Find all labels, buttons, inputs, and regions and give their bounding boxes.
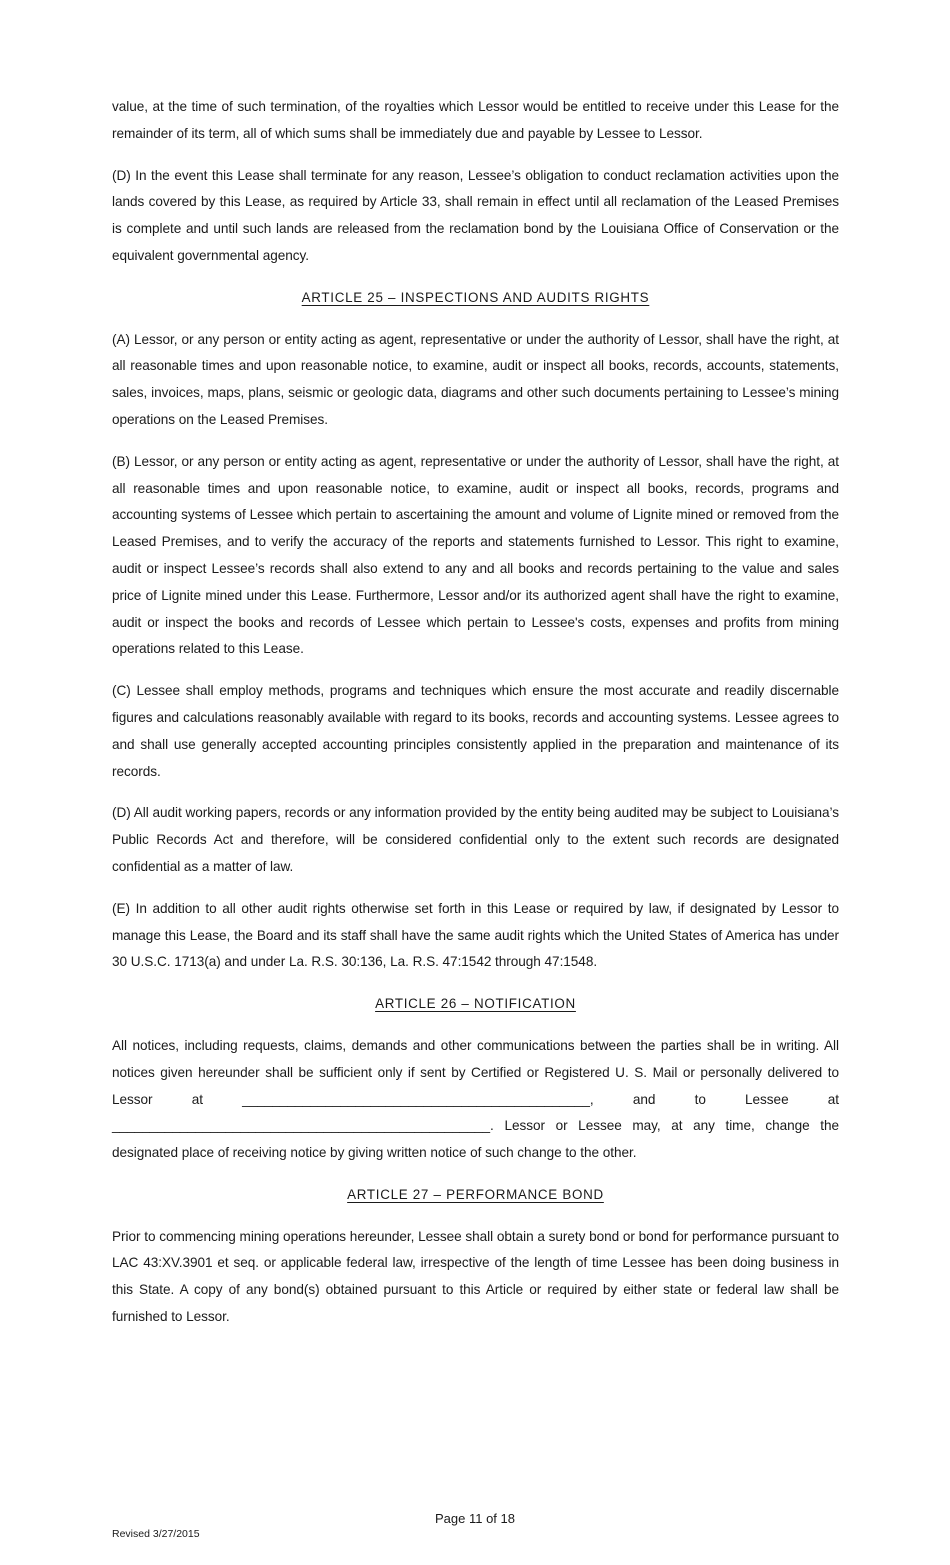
article-26-heading (112, 991, 839, 1018)
article-26-heading-text: ARTICLE 26 – NOTIFICATION (375, 996, 576, 1012)
paragraph-25-e: (E) In addition to all other audit rights otherwise set forth in this Lease or required by law, if designated by Lessor to manage this Lease, the Board and its staff shall have the same audit rights which the United States of America has under 30 U.S.C. 1713(a) and under La. R.S. 30:136, La. R.S. 47:1542 through 47:1548. (112, 900, 839, 970)
paragraph-25-c: (C) Lessee shall employ methods, programs and techniques which ensure the most accurate and readily discernable figures and calculations reasonably available with regard to its books, records and accounting systems. Lessee agrees to and shall use generally accepted accounting principles consistently applied in the preparation and maintenance of its records. (112, 683, 839, 779)
revision-date: Revised 3/27/2015 (112, 1528, 200, 1540)
paragraph-27-bond: Prior to commencing mining operations hereunder, Lessee shall obtain a surety bond or bond for performance pursuant to LAC 43:XV.3901 et seq. or applicable federal law, irrespective of the length of time Lessee has been doing business in this State. A copy of any bond(s) obtained pursuant to this Article or required by either state or federal law shall be furnished to Lessor. (112, 1228, 839, 1325)
article-25-heading (112, 285, 839, 312)
page-number: Page 11 of 18 (435, 1511, 515, 1526)
paragraph-continuation: value, at the time of such termination, of the royalties which Lessor would be entitled to receive under this Lease for the remainder of its term, all of which sums shall be immediately due and payable by Lessee to Lessor. (112, 99, 839, 141)
article-27-heading (112, 1182, 839, 1209)
paragraph-25-d: (D) All audit working papers, records or any information provided by the entity being audited may be subject to Louisiana’s Public Records Act and therefore, will be considered confidential only to the extent such records are designated confidential as a matter of law. (112, 805, 839, 874)
document-page (112, 94, 839, 1346)
paragraph-26-notification (112, 1033, 839, 1167)
paragraph-25-a: (A) Lessor, or any person or entity acting as agent, representative or under the authority of Lessor, shall have the right, at all reasonable times and upon reasonable notice, to examine, audit or inspect all books, records, accounts, statements, sales, invoices, maps, plans, seismic or geologic data, diagrams and other such documents pertaining to Lessee’s mining operations on the Leased Premises. (112, 331, 839, 427)
paragraph-24-d: (D) In the event this Lease shall terminate for any reason, Lessee’s obligation to conduct reclamation activities upon the lands covered by this Lease, as required by Article 33, shall remain in effect until all reclamation of the Leased Premises is complete and until such lands are released from the reclamation bond by the Louisiana Office of Conservation or the equivalent governmental agency. (112, 167, 839, 263)
paragraph-25-b: (B) Lessor, or any person or entity acting as agent, representative or under the authority of Lessor, shall have the right, at all reasonable times and upon reasonable notice, to examine, audit or inspect all books, records, programs and accounting systems of Lessee which pertain to ascertaining the amount and volume of Lignite mined or removed from the Leased Premises, and to verify the accuracy of the reports and statements furnished to Lessor. This right to examine, audit or inspect Lessee’s records shall also extend to any and all books and records pertaining to the value and sales price of Lignite mined under this Lease. Furthermore, Lessor and/or its authorized agent shall have the right to examine, audit or inspect the books and records of Lessee which pertain to Lessee's costs, expenses and profits from mining operations related to this Lease. (112, 453, 839, 657)
lessee-address-blank: __________________________________________________. (112, 1118, 494, 1134)
article-27-heading-text: ARTICLE 27 – PERFORMANCE BOND (347, 1186, 604, 1202)
notification-text-3: Lessor or Lessee may, at any time, change the designated place of receiving notice by giving written notice of such change to the other. (112, 1118, 840, 1161)
notification-text-2: and to Lessee at (632, 1091, 840, 1107)
notification-text-1: All notices, including requests, claims, demands and other communications between the parties shall be in writing. All notices given hereunder shall be sufficient only if sent by Certified or Registered U. S. Mail or personally delivered to Lessor at (112, 1037, 839, 1107)
lessor-address-blank: ______________________________________________, (242, 1091, 594, 1107)
article-25-heading-text: ARTICLE 25 – INSPECTIONS AND AUDITS RIGHTS (301, 289, 650, 305)
